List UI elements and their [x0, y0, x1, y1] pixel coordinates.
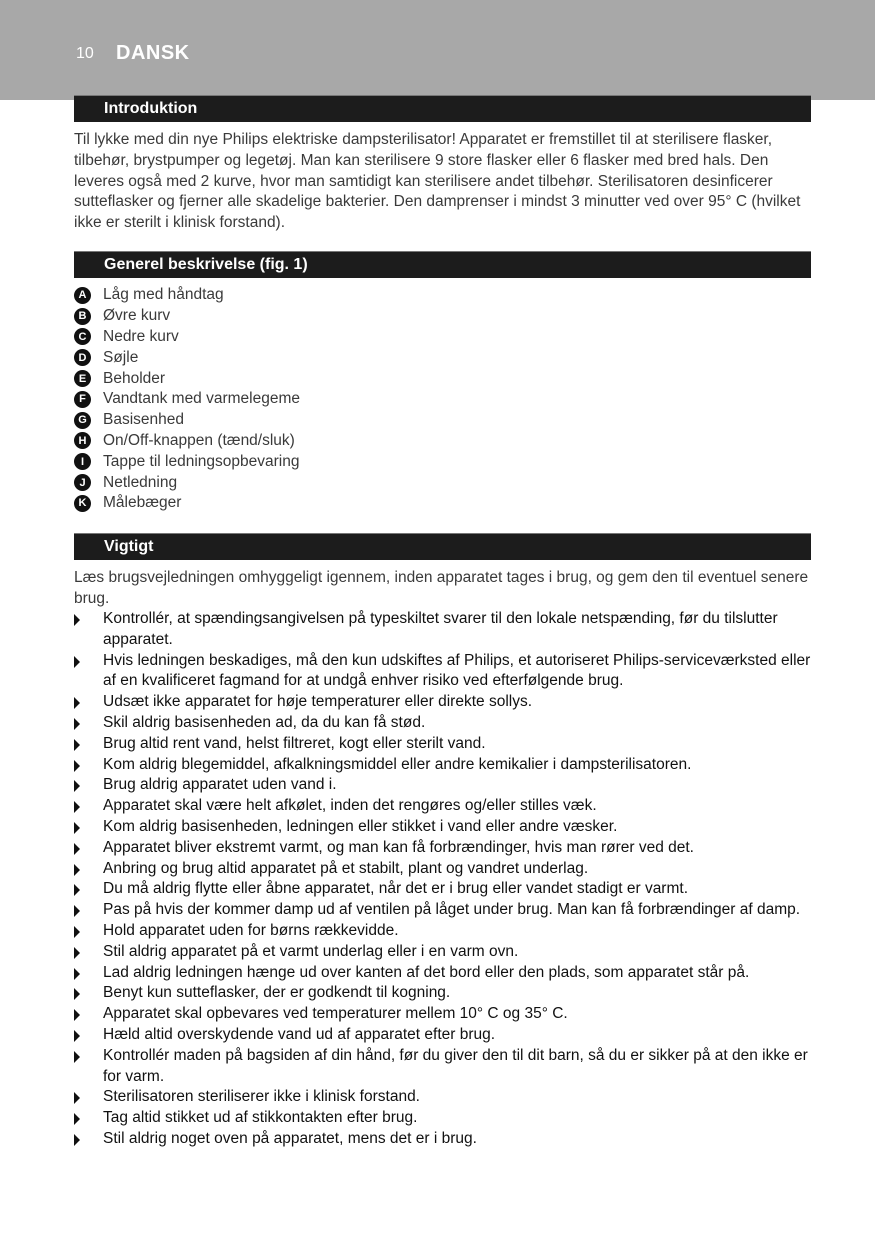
- bullet-arrow-icon: [74, 656, 80, 668]
- safety-bullet-item: [74, 796, 814, 817]
- section-header-general: [74, 251, 811, 278]
- legend-item: [74, 451, 300, 472]
- bullet-arrow-icon: [74, 822, 80, 834]
- bullet-arrow-icon: [74, 1051, 80, 1063]
- safety-bullet-item: [74, 651, 814, 693]
- section-title-important: Vigtigt: [104, 538, 154, 555]
- safety-bullet-item: [74, 609, 814, 651]
- bullet-text: Stil aldrig apparatet på et varmt underlag eller i en varm ovn.: [103, 942, 519, 960]
- bullet-text: Skil aldrig basisenheden ad, da du kan få stød.: [103, 713, 426, 731]
- safety-bullet-item: [74, 942, 814, 963]
- safety-bullet-item: [74, 983, 814, 1004]
- legend-label: Søjle: [103, 348, 139, 366]
- section-title-general: Generel beskrivelse (fig. 1): [104, 256, 308, 273]
- safety-bullet-item: [74, 1087, 814, 1108]
- bullet-text: Benyt kun sutteflasker, der er godkendt til kogning.: [103, 984, 451, 1002]
- safety-bullet-item: [74, 879, 814, 900]
- bullet-text: Apparatet bliver ekstremt varmt, og man kan få forbrændinger, hvis man rører ved det.: [103, 838, 694, 856]
- safety-bullet-item: [74, 921, 814, 942]
- bullet-arrow-icon: [74, 988, 80, 1000]
- legend-letter-badge: B: [74, 308, 91, 325]
- important-intro: Læs brugsvejledningen omhyggeligt igennem, inden apparatet tages i brug, og gem den til eventuel senere brug.: [74, 569, 809, 607]
- legend-label: Netledning: [103, 473, 178, 491]
- bullet-arrow-icon: [74, 843, 80, 855]
- bullet-text: Apparatet skal opbevares ved temperaturer mellem 10° C og 35° C.: [103, 1005, 568, 1023]
- safety-bullet-item: [74, 713, 814, 734]
- safety-bullet-item: [74, 692, 814, 713]
- bullet-arrow-icon: [74, 968, 80, 980]
- legend-item: [74, 410, 300, 431]
- bullet-text: Kontrollér maden på bagsiden af din hånd, før du giver den til dit barn, så du er sikker på at den ikke er for varm.: [103, 1046, 808, 1085]
- legend-label: Beholder: [103, 369, 166, 387]
- legend-letter-badge: H: [74, 432, 91, 449]
- bullet-arrow-icon: [74, 780, 80, 792]
- safety-bullet-item: [74, 859, 814, 880]
- legend-item: [74, 368, 300, 389]
- legend-label: Nedre kurv: [103, 327, 179, 345]
- bullet-text: Udsæt ikke apparatet for høje temperaturer eller direkte sollys.: [103, 693, 533, 711]
- bullet-arrow-icon: [74, 614, 80, 626]
- safety-bullet-item: [74, 734, 814, 755]
- bullet-text: Stil aldrig noget oven på apparatet, mens det er i brug.: [103, 1129, 477, 1147]
- legend-label: Låg med håndtag: [103, 286, 224, 304]
- safety-bullet-item: [74, 963, 814, 984]
- bullet-arrow-icon: [74, 739, 80, 751]
- section-header-important: [74, 533, 811, 560]
- bullet-text: Apparatet skal være helt afkølet, inden det rengøres og/eller stilles væk.: [103, 797, 597, 815]
- language-title: DANSK: [116, 42, 190, 64]
- bullet-arrow-icon: [74, 760, 80, 772]
- legend-letter-badge: I: [74, 453, 91, 470]
- bullet-text: Tag altid stikket ud af stikkontakten efter brug.: [103, 1109, 418, 1127]
- page-number: 10: [76, 45, 94, 62]
- legend-letter-badge: F: [74, 391, 91, 408]
- section-title-intro: Introduktion: [104, 100, 198, 117]
- bullet-text: Lad aldrig ledningen hænge ud over kanten af det bord eller den plads, som apparatet står på.: [103, 963, 750, 981]
- bullet-arrow-icon: [74, 697, 80, 709]
- bullet-arrow-icon: [74, 1030, 80, 1042]
- legend-label: On/Off-knappen (tænd/sluk): [103, 431, 295, 449]
- legend-letter-badge: E: [74, 370, 91, 387]
- safety-bullet-item: [74, 755, 814, 776]
- safety-bullet-item: [74, 838, 814, 859]
- safety-bullet-item: [74, 1129, 814, 1150]
- legend-letter-badge: J: [74, 474, 91, 491]
- bullet-arrow-icon: [74, 864, 80, 876]
- bullet-arrow-icon: [74, 1092, 80, 1104]
- bullet-arrow-icon: [74, 947, 80, 959]
- bullet-text: Du må aldrig flytte eller åbne apparatet, når det er i brug eller vandet stadigt er varmt.: [103, 880, 688, 898]
- legend-item: [74, 327, 300, 348]
- safety-bullet-item: [74, 775, 814, 796]
- bullet-text: Hæld altid overskydende vand ud af apparatet efter brug.: [103, 1025, 496, 1043]
- bullet-text: Hold apparatet uden for børns rækkevidde.: [103, 921, 399, 939]
- legend-label: Vandtank med varmelegeme: [103, 390, 301, 408]
- safety-bullet-item: [74, 900, 814, 921]
- legend-item: [74, 472, 300, 493]
- legend-letter-badge: K: [74, 495, 91, 512]
- page-header: [0, 0, 875, 100]
- legend-item: [74, 347, 300, 368]
- legend-letter-badge: G: [74, 412, 91, 429]
- bullet-arrow-icon: [74, 1113, 80, 1125]
- bullet-arrow-icon: [74, 1134, 80, 1146]
- intro-paragraph: Til lykke med din nye Philips elektriske dampsterilisator! Apparatet er fremstillet til at sterilisere flasker, tilbehør, brystpumper og legetøj. Man kan sterilisere 9 store flasker eller 6 flasker med bred hals. Den leveres også med 2 kurve, hvor man samtidigt kan sterilisere andet tilbehør. Sterilisatoren desinficerer sutteflasker og fjerner alle skadelige bakterier. Den damprenser i mindst 3 minutter ved over 95° C (hvilket ikke er sterilt i klinisk forstand).: [74, 131, 801, 232]
- legend-item: [74, 431, 300, 452]
- bullet-text: Sterilisatoren steriliserer ikke i klinisk forstand.: [103, 1088, 420, 1106]
- bullet-text: Hvis ledningen beskadiges, må den kun udskiftes af Philips, et autoriseret Philips-serviceværksted eller af en kvalificeret fagmand for at undgå enhver risiko ved efterfølgende brug.: [103, 651, 811, 690]
- legend-letter-badge: C: [74, 328, 91, 345]
- legend-item: [74, 285, 300, 306]
- legend-label: Tappe til ledningsopbevaring: [103, 452, 300, 470]
- bullet-arrow-icon: [74, 718, 80, 730]
- bullet-text: Kom aldrig basisenheden, ledningen eller stikket i vand eller andre væsker.: [103, 817, 618, 835]
- legend-item: [74, 306, 300, 327]
- bullet-arrow-icon: [74, 1009, 80, 1021]
- safety-bullet-item: [74, 1004, 814, 1025]
- legend-letter-badge: A: [74, 287, 91, 304]
- bullet-arrow-icon: [74, 926, 80, 938]
- bullet-arrow-icon: [74, 801, 80, 813]
- safety-bullet-list: [74, 609, 814, 1150]
- section-header-intro: [74, 95, 811, 122]
- safety-bullet-item: [74, 1108, 814, 1129]
- bullet-text: Anbring og brug altid apparatet på et stabilt, plant og vandret underlag.: [103, 859, 589, 877]
- bullet-arrow-icon: [74, 905, 80, 917]
- bullet-text: Brug aldrig apparatet uden vand i.: [103, 776, 337, 794]
- bullet-text: Kontrollér, at spændingsangivelsen på typeskiltet svarer til den lokale netspænding, før du tilslutter apparatet.: [103, 610, 778, 648]
- bullet-text: Kom aldrig blegemiddel, afkalkningsmiddel eller andre kemikalier i dampsterilisatoren.: [103, 755, 692, 773]
- safety-bullet-item: [74, 1046, 814, 1088]
- parts-legend: [74, 285, 300, 514]
- legend-item: [74, 493, 300, 514]
- legend-item: [74, 389, 300, 410]
- legend-label: Øvre kurv: [103, 307, 171, 325]
- bullet-text: Brug altid rent vand, helst filtreret, kogt eller sterilt vand.: [103, 734, 486, 752]
- safety-bullet-item: [74, 1025, 814, 1046]
- legend-label: Basisenhed: [103, 411, 185, 429]
- legend-label: Målebæger: [103, 494, 182, 512]
- bullet-text: Pas på hvis der kommer damp ud af ventilen på låget under brug. Man kan få forbrændinger af damp.: [103, 901, 801, 919]
- safety-bullet-item: [74, 817, 814, 838]
- legend-letter-badge: D: [74, 349, 91, 366]
- bullet-arrow-icon: [74, 884, 80, 896]
